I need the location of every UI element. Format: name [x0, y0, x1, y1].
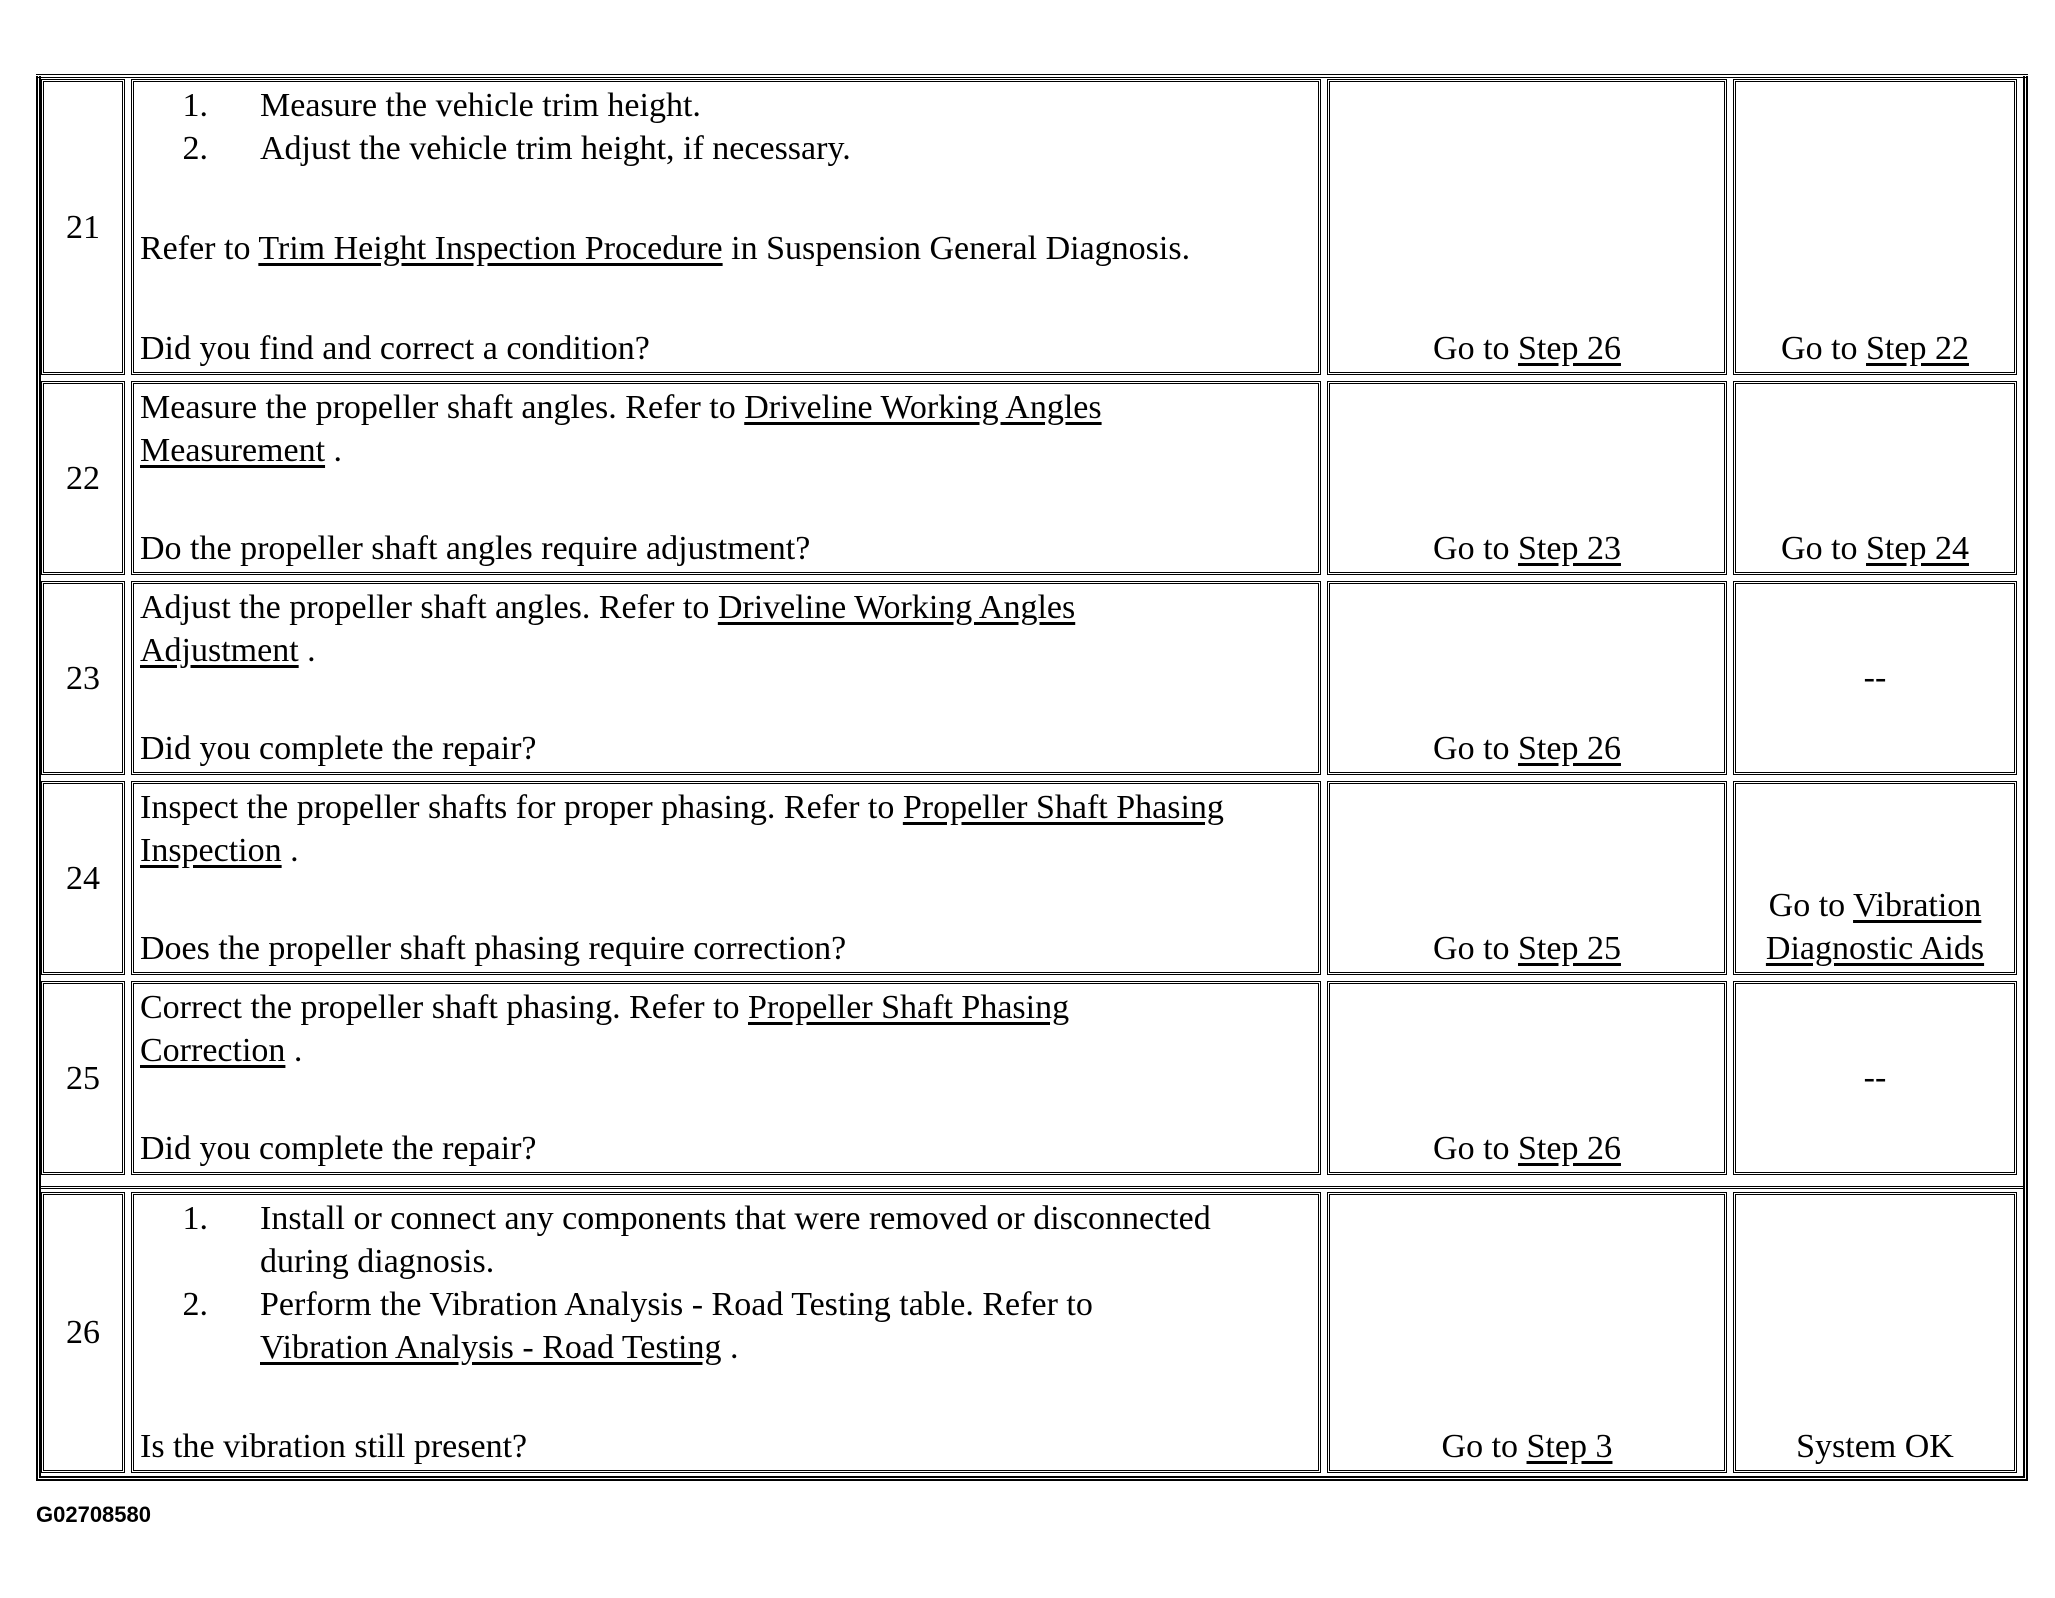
question-text: Does the propeller shaft phasing require correction? — [140, 930, 847, 967]
refer-text: Refer to Trim Height Inspection Procedure in Suspension General Diagnosis. — [140, 230, 1191, 267]
step-number: 26 — [41, 1192, 125, 1473]
question-text: Did you complete the repair? — [140, 730, 537, 767]
go-to-step-link[interactable]: Step 23 — [1518, 530, 1621, 567]
driveline-angles-link[interactable]: Driveline Working Angles — [744, 389, 1102, 426]
table-row-21 — [41, 76, 2023, 378]
not-applicable-text: -- — [1863, 658, 1887, 696]
list-item: 1. Measure the vehicle trim height. — [182, 87, 701, 124]
action-list — [140, 84, 1312, 170]
not-applicable-text: -- — [1863, 1058, 1887, 1096]
instruction-text: Correct the propeller shaft phasing. Refer to Propeller Shaft Phasing — [140, 989, 1070, 1026]
yes-cell: Go to Step 26 — [1327, 581, 1727, 775]
step-number: 23 — [41, 581, 125, 775]
diagnostic-table — [36, 76, 2028, 1481]
list-item: 1. Install or connect any components that were removed or disconnected during diagnosis. — [182, 1200, 1211, 1280]
question-text: Is the vibration still present? — [140, 1428, 528, 1465]
table-row-23 — [41, 578, 2023, 778]
question-text: Did you find and correct a condition? — [140, 330, 650, 367]
action-list — [140, 1197, 1312, 1369]
action-cell: Adjust the propeller shaft angles. Refer to Driveline Working Angles Adjustment . Did you complete the repair? — [131, 581, 1321, 775]
instruction-text: Adjust the propeller shaft angles. Refer to Driveline Working Angles — [140, 589, 1076, 626]
go-to-step-link[interactable]: Step 24 — [1866, 530, 1969, 567]
no-cell: Go to Vibration Diagnostic Aids — [1733, 781, 2017, 975]
vibration-aids-link[interactable]: Vibration — [1853, 887, 1982, 924]
instruction-text: Measure the propeller shaft angles. Refer to Driveline Working Angles — [140, 389, 1102, 426]
trim-height-link[interactable]: Trim Height Inspection Procedure — [258, 230, 723, 267]
road-testing-link[interactable]: Vibration Analysis - Road Testing — [260, 1329, 722, 1366]
driveline-adjust-link[interactable]: Driveline Working Angles — [717, 589, 1076, 626]
figure-code: G02708580 — [36, 1502, 151, 1527]
table-row-26 — [41, 1186, 2023, 1476]
instruction-text: Inspect the propeller shafts for proper phasing. Refer to Propeller Shaft Phasing — [140, 789, 1224, 826]
go-to-step-link[interactable]: Step 3 — [1526, 1428, 1613, 1465]
driveline-angles-link-cont[interactable]: Measurement — [140, 432, 326, 469]
action-cell: Correct the propeller shaft phasing. Refer to Propeller Shaft Phasing Correction . Did you complete the repair? — [131, 981, 1321, 1175]
yes-cell: Go to Step 25 — [1327, 781, 1727, 975]
vibration-aids-link-cont[interactable]: Diagnostic Aids — [1765, 930, 1985, 967]
go-to-step-link[interactable]: Step 26 — [1518, 330, 1621, 367]
phasing-inspection-link[interactable]: Propeller Shaft Phasing — [902, 789, 1224, 826]
action-cell: Measure the propeller shaft angles. Refer to Driveline Working Angles Measurement . Do the propeller shaft angles require adjustment? — [131, 381, 1321, 575]
system-ok-text: System OK — [1796, 1428, 1954, 1465]
question-text: Do the propeller shaft angles require adjustment? — [140, 530, 811, 567]
phasing-correction-link-cont[interactable]: Correction — [140, 1032, 286, 1069]
yes-cell: Go to Step 26 — [1327, 981, 1727, 1175]
action-cell — [131, 79, 1321, 375]
table-row-25 — [41, 978, 2023, 1178]
no-cell — [1733, 1192, 2017, 1473]
step-number: 25 — [41, 981, 125, 1175]
table-row-22 — [41, 378, 2023, 578]
go-to-step-link[interactable]: Step 26 — [1518, 730, 1621, 767]
no-cell — [1733, 981, 2017, 1175]
table-row-24 — [41, 778, 2023, 978]
yes-cell: Go to Step 23 — [1327, 381, 1727, 575]
action-cell — [131, 1192, 1321, 1473]
step-number: 22 — [41, 381, 125, 575]
go-to-step-link[interactable]: Step 26 — [1518, 1130, 1621, 1167]
go-to-step-link[interactable]: Step 22 — [1866, 330, 1969, 367]
list-item: 2. Perform the Vibration Analysis - Road Testing table. Refer to Vibration Analysis - Road Testing . — [182, 1286, 1093, 1366]
action-cell: Inspect the propeller shafts for proper phasing. Refer to Propeller Shaft Phasing Inspection . Does the propeller shaft phasing require correction? — [131, 781, 1321, 975]
driveline-adjust-link-cont[interactable]: Adjustment — [140, 632, 299, 669]
yes-cell: Go to Step 3 — [1327, 1192, 1727, 1473]
phasing-inspection-link-cont[interactable]: Inspection — [140, 832, 282, 869]
yes-cell: Go to Step 26 — [1327, 79, 1727, 375]
list-item: 2. Adjust the vehicle trim height, if necessary. — [182, 130, 851, 167]
step-number: 24 — [41, 781, 125, 975]
question-text: Did you complete the repair? — [140, 1130, 537, 1167]
go-to-step-link[interactable]: Step 25 — [1518, 930, 1621, 967]
no-cell: Go to Step 22 — [1733, 79, 2017, 375]
phasing-correction-link[interactable]: Propeller Shaft Phasing — [748, 989, 1070, 1026]
no-cell: Go to Step 24 — [1733, 381, 2017, 575]
no-cell — [1733, 581, 2017, 775]
step-number: 21 — [41, 79, 125, 375]
